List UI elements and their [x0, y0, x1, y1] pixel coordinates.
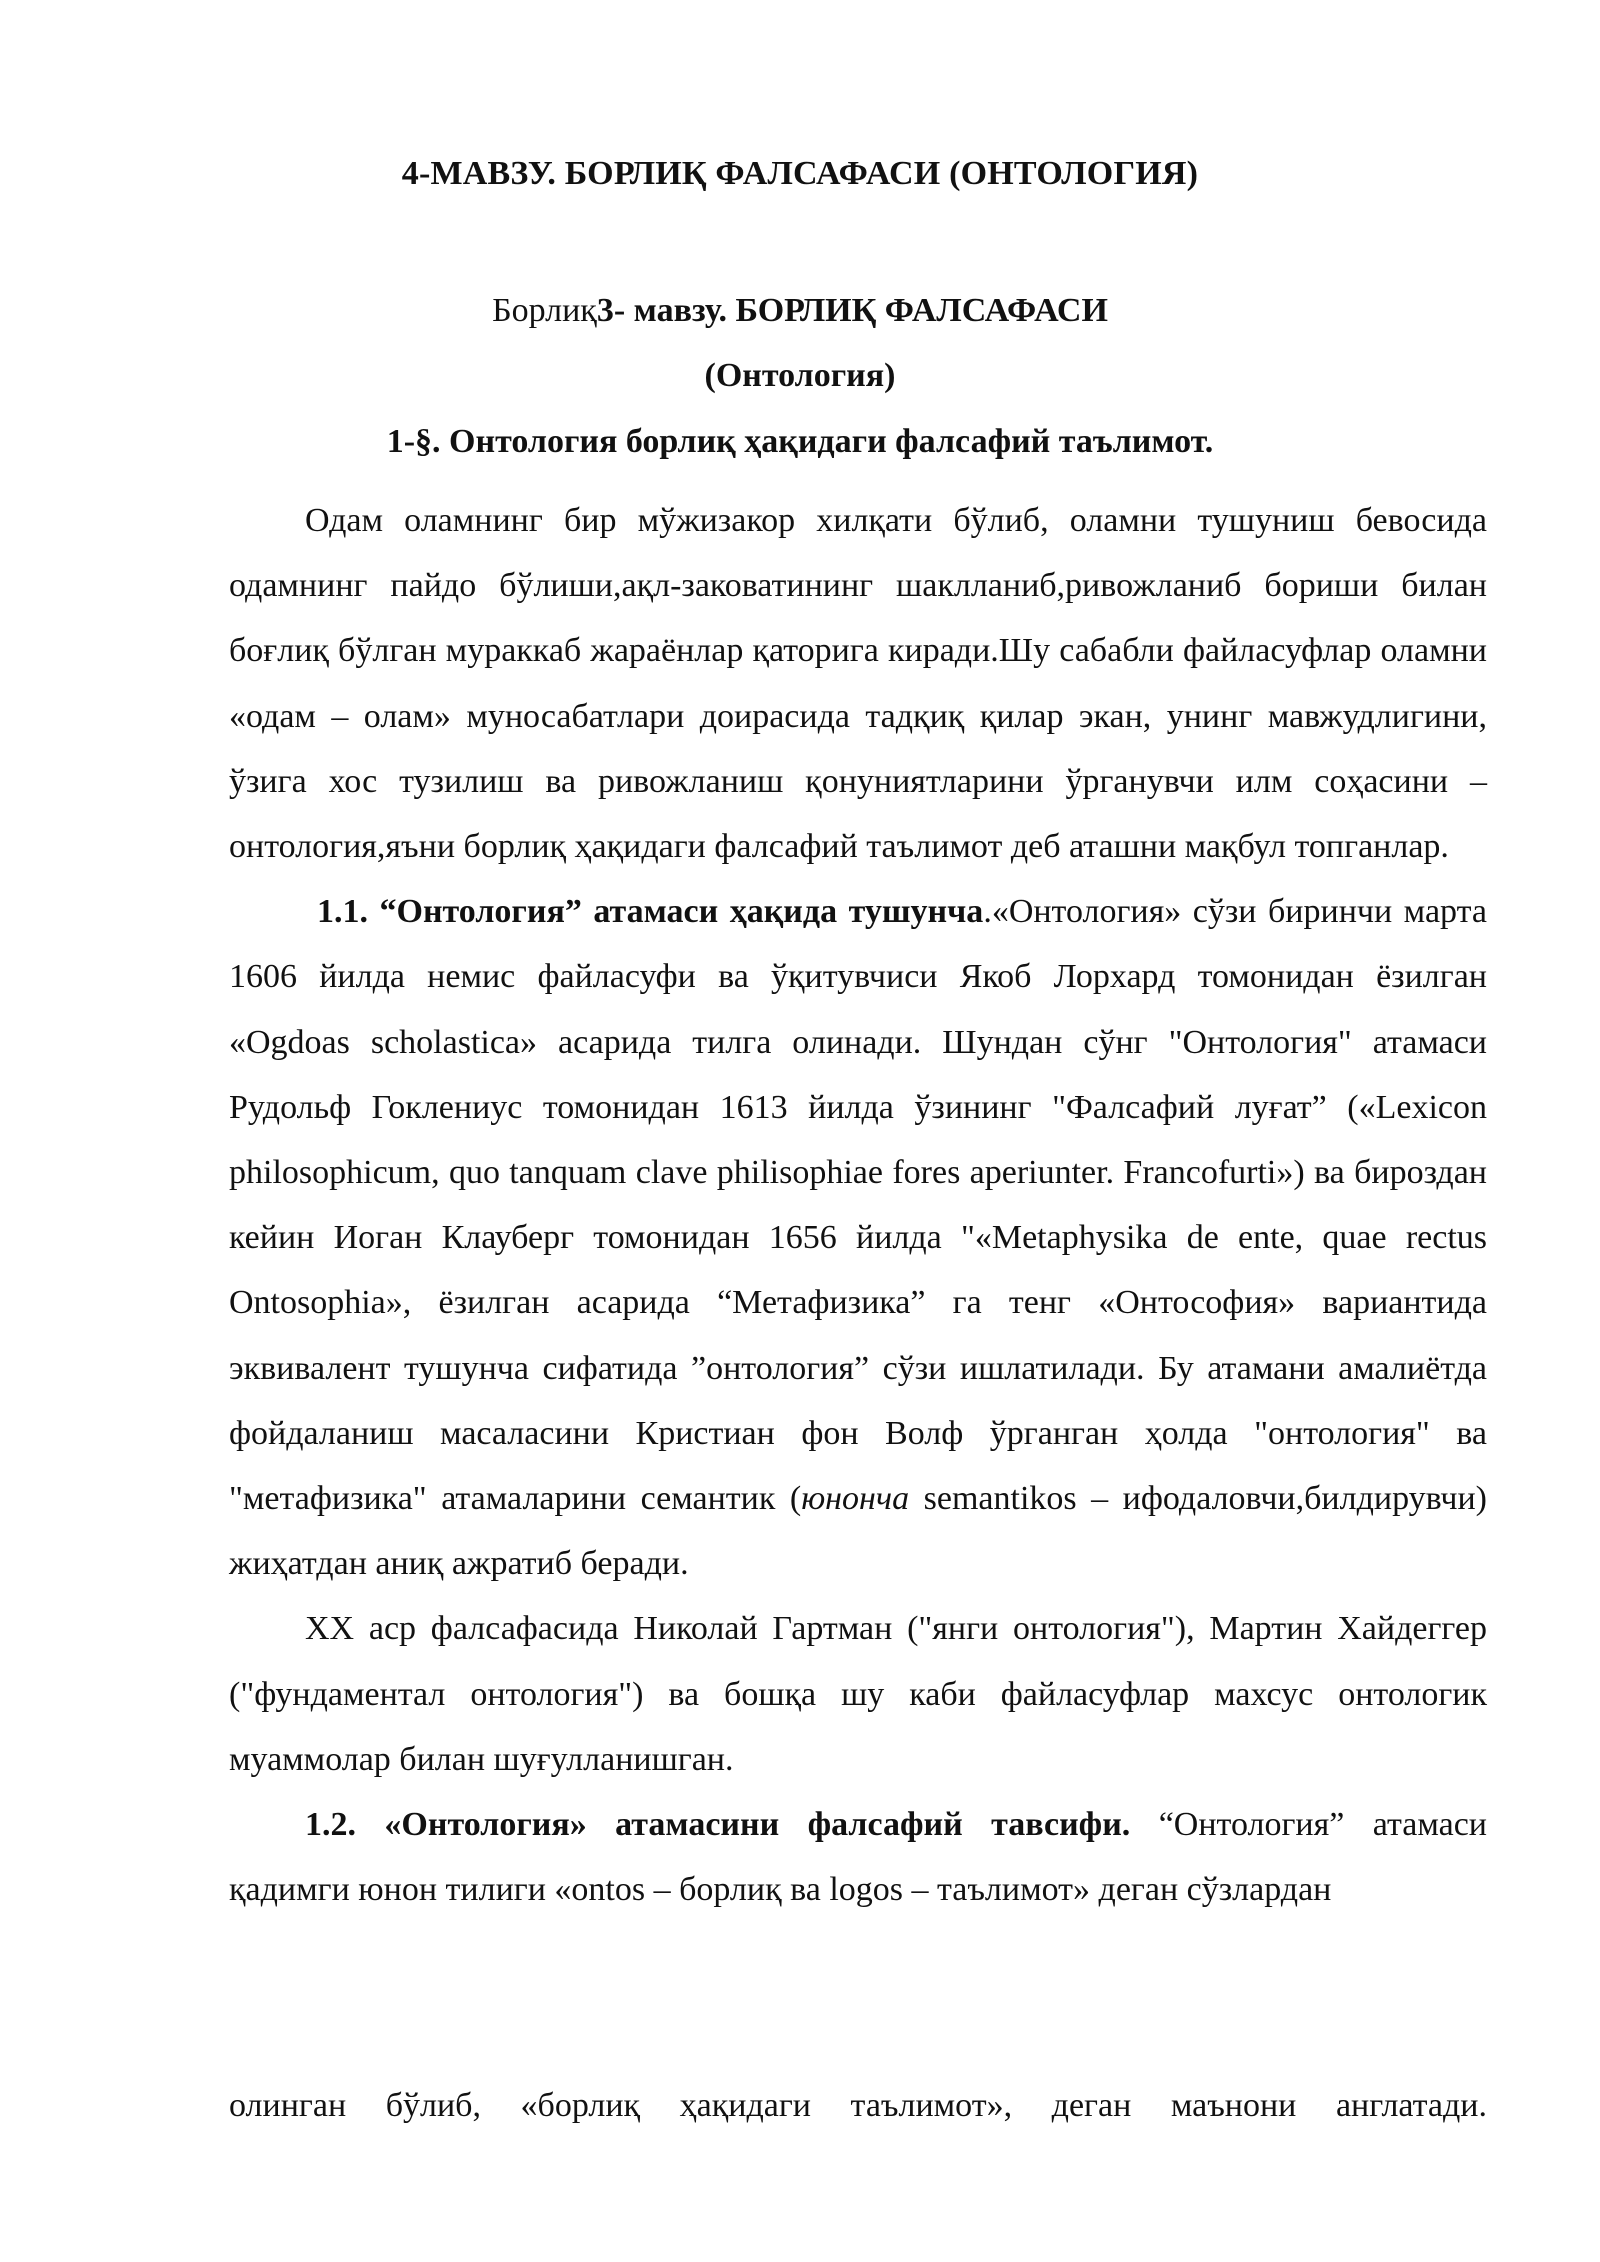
paragraph-4-text: “Онтология” атамаси қадимги юнон тилиги «ontos – борлиқ ва logos – таълимот» деган сўзлардан	[229, 1806, 1487, 1909]
subtitle-bold: 3- мавзу. БОРЛИҚ ФАЛСАФАСИ	[596, 292, 1108, 329]
paragraph-3: XX аср фалсафасида Николай Гартман ("янги онтология"), Мартин Хайдеггер ("фундаментал онтология") ва бошқа шу каби файласуфлар махсус онтологик муаммолар билан шуғулланишган.	[229, 1610, 1487, 1778]
section-heading: 1-§. Онтология борлиқ ҳақидаги фалсафий таълимот.	[386, 423, 1214, 460]
paragraph-4-last-line: олинган бўлиб, «борлиқ ҳақидаги таълимот», деган маънони англатади.	[229, 2087, 1487, 2124]
document-body	[229, 488, 1487, 1922]
paragraph-1: Одам оламнинг бир мўжизакор хилқати бўлиб, оламни тушуниш бевосида одамнинг пайдо бўлиши,ақл-заковатининг шаклланиб,ривожланиб бориши билан боғлиқ бўлган мураккаб жараёнлар қаторига киради.Шу сабабли файласуфлар оламни «одам – олам» муносабатлари доирасида тадқиқ қилар экан, унинг мавжудлигини, ўзига хос тузилиш ва ривожланиш қонуниятларини ўрганувчи илм соҳасини – онтология,яъни борлиқ ҳақидаги фалсафий таълимот деб аташни мақбул топганлар.	[229, 502, 1487, 866]
paragraph-4-heading: 1.2. «Онтология» атамасини фалсафий тавсифи.	[305, 1806, 1131, 1844]
paragraph-2-text: .«Онтология» сўзи биринчи марта 1606 йилда немис файласуфи ва ўқитувчиси Якоб Лорхард томонидан ёзилган «Ogdoas scholastica» асарида тилга олинади. Шундан сўнг "Онтология" атамаси Рудольф Гоклениус томонидан 1613 йилда ўзининг "Фалсафий луғат” («Lexicon philosophicum, quo tanquam clave philisophiae fores aperiunter. Francofurti») ва бироздан кейин Иоган Клауберг томонидан 1656 йилда "«Metaphysika de ente, quae rectus Ontosophia», ёзилган асарида “Метафизика” га тенг «Онтософия» вариантида эквивалент тушунча сифатида ”онтология” сўзи ишлатилади. Бу атамани амалиётда фойдаланиш масаласини Кристиан фон Волф ўрганган ҳолда "онтология" ва "метафизика" атамаларини семантик (	[229, 893, 1487, 1518]
subtitle-line-2: (Онтология)	[704, 357, 896, 394]
paragraph-2-italic: юнонча	[801, 1480, 910, 1518]
main-title: 4-МАВЗУ. БОРЛИҚ ФАЛСАФАСИ (ОНТОЛОГИЯ)	[401, 155, 1199, 192]
subtitle-prefix: Борлиқ	[492, 292, 597, 329]
paragraph-2-heading: 1.1. “Онтология” атамаси ҳақида тушунча	[317, 893, 984, 931]
subtitle-line-1	[0, 292, 1600, 330]
paragraph-4	[229, 1792, 1487, 1922]
paragraph-2	[229, 879, 1487, 1596]
paragraph-2-end: semantikos – ифодаловчи,билдирувчи) жиҳатдан аниқ ажратиб беради.	[229, 1480, 1487, 1583]
